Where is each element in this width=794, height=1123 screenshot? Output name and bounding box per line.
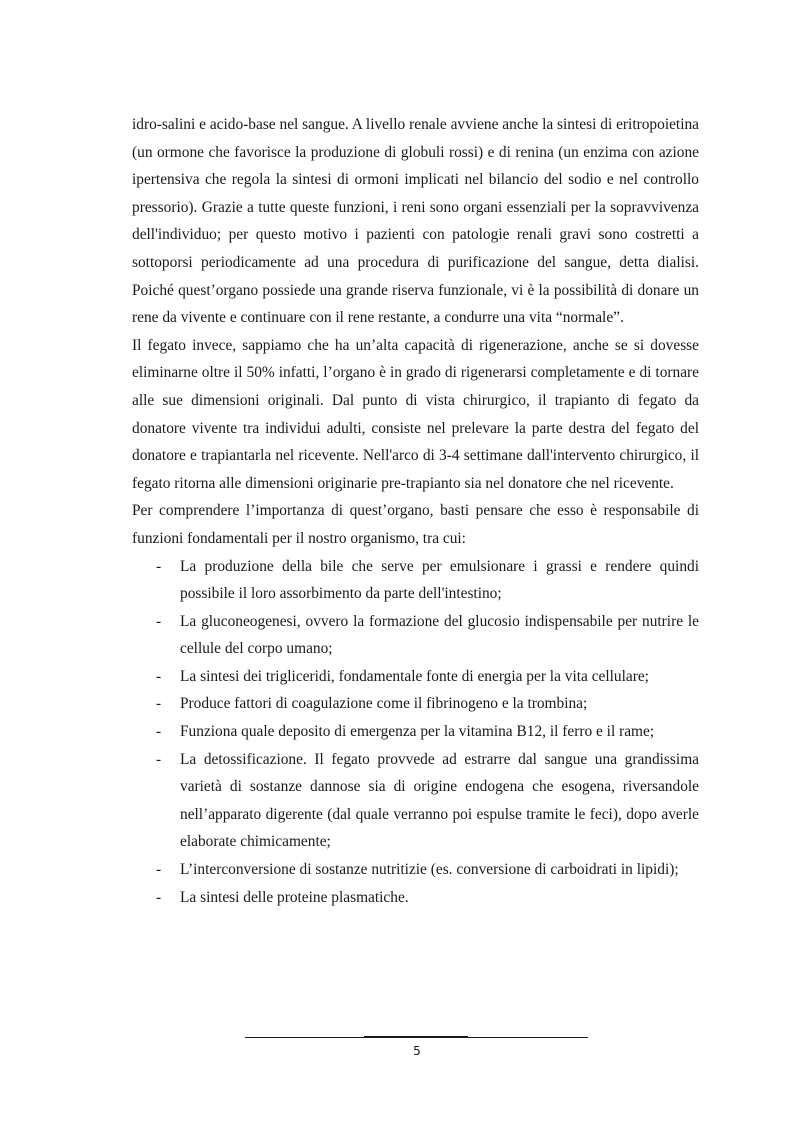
list-item: [132, 746, 699, 856]
bullet-dash: -: [156, 695, 162, 713]
list-item-text: Produce fattori di coagulazione come il fibrinogeno e la trombina;: [180, 695, 588, 713]
list-item: [132, 608, 699, 663]
list-item: [132, 884, 699, 912]
footer-rule-right: [468, 1037, 588, 1038]
list-item-text: La gluconeogenesi, ovvero la formazione del glucosio indispensabile per nutrire le cellule del corpo umano;: [180, 612, 699, 658]
page-number: 5: [413, 1044, 421, 1058]
paragraph-liver-regeneration: Il fegato invece, sappiamo che ha un’alta capacità di rigenerazione, anche se si dovesse eliminarne oltre il 50% infatti, l’organo è in grado di rigenerarsi completamente e di tornare alle sue dimensioni originali. Dal punto di vista chirurgico, il trapianto di fegato da donatore vivente tra individui adulti, consiste nel prelevare la parte destra del fegato del donatore e trapiantarla nel ricevente. Nell'arco di 3-4 settimane dall'intervento chirurgico, il fegato ritorna alle dimensioni originarie pre-trapianto sia nel donatore che nel ricevente.: [132, 336, 699, 492]
list-item: [132, 663, 699, 691]
bullet-dash: -: [156, 557, 162, 575]
body-text: [132, 111, 699, 911]
list-item: [132, 690, 699, 718]
list-item: [132, 856, 699, 884]
footer-rule-center: [364, 1036, 468, 1038]
paragraph-liver-importance: Per comprendere l’importanza di quest’organo, basti pensare che esso è responsabile di funzioni fondamentali per il nostro organismo, tra cui:: [132, 502, 699, 547]
liver-functions-list: [132, 553, 699, 912]
list-item: [132, 718, 699, 746]
bullet-dash: -: [156, 612, 162, 630]
bullet-dash: -: [156, 723, 162, 741]
list-item-text: La sintesi dei trigliceridi, fondamentale fonte di energia per la vita cellulare;: [180, 667, 649, 685]
list-item-text: L’interconversione di sostanze nutritizie (es. conversione di carboidrati in lipidi);: [180, 861, 679, 879]
footer-rule-left: [245, 1037, 364, 1038]
bullet-dash: -: [156, 861, 162, 879]
list-item-text: Funziona quale deposito di emergenza per la vitamina B12, il ferro e il rame;: [180, 723, 655, 741]
paragraph-kidney-functions: idro-salini e acido-base nel sangue. A livello renale avviene anche la sintesi di eritropoietina (un ormone che favorisce la produzione di globuli rossi) e di renina (un enzima con azione ipertensiva che regola la sintesi di ormoni implicati nel bilancio del sodio e nel controllo pressorio). Grazie a tutte queste funzioni, i reni sono organi essenziali per la sopravvivenza dell'individuo; per questo motivo i pazienti con patologie renali gravi sono costretti a sottoporsi periodicamente ad una procedura di purificazione del sangue, detta dialisi. Poiché quest’organo possiede una grande riserva funzionale, vi è la possibilità di donare un rene da vivente e continuare con il rene restante, a condurre una vita “normale”.: [132, 116, 699, 327]
bullet-dash: -: [156, 888, 162, 906]
list-item: [132, 553, 699, 608]
bullet-dash: -: [156, 750, 162, 768]
list-item-text: La produzione della bile che serve per emulsionare i grassi e rendere quindi possibile il loro assorbimento da parte dell'intestino;: [180, 557, 699, 603]
bullet-dash: -: [156, 667, 162, 685]
list-item-text: La sintesi delle proteine plasmatiche.: [180, 888, 409, 906]
list-item-text: La detossificazione. Il fegato provvede ad estrarre dal sangue una grandissima varietà di sostanze dannose sia di origine endogena che esogena, riversandole nell’apparato digerente (dal quale verranno poi espulse tramite le feci), dopo averle elaborate chimicamente;: [180, 750, 699, 851]
